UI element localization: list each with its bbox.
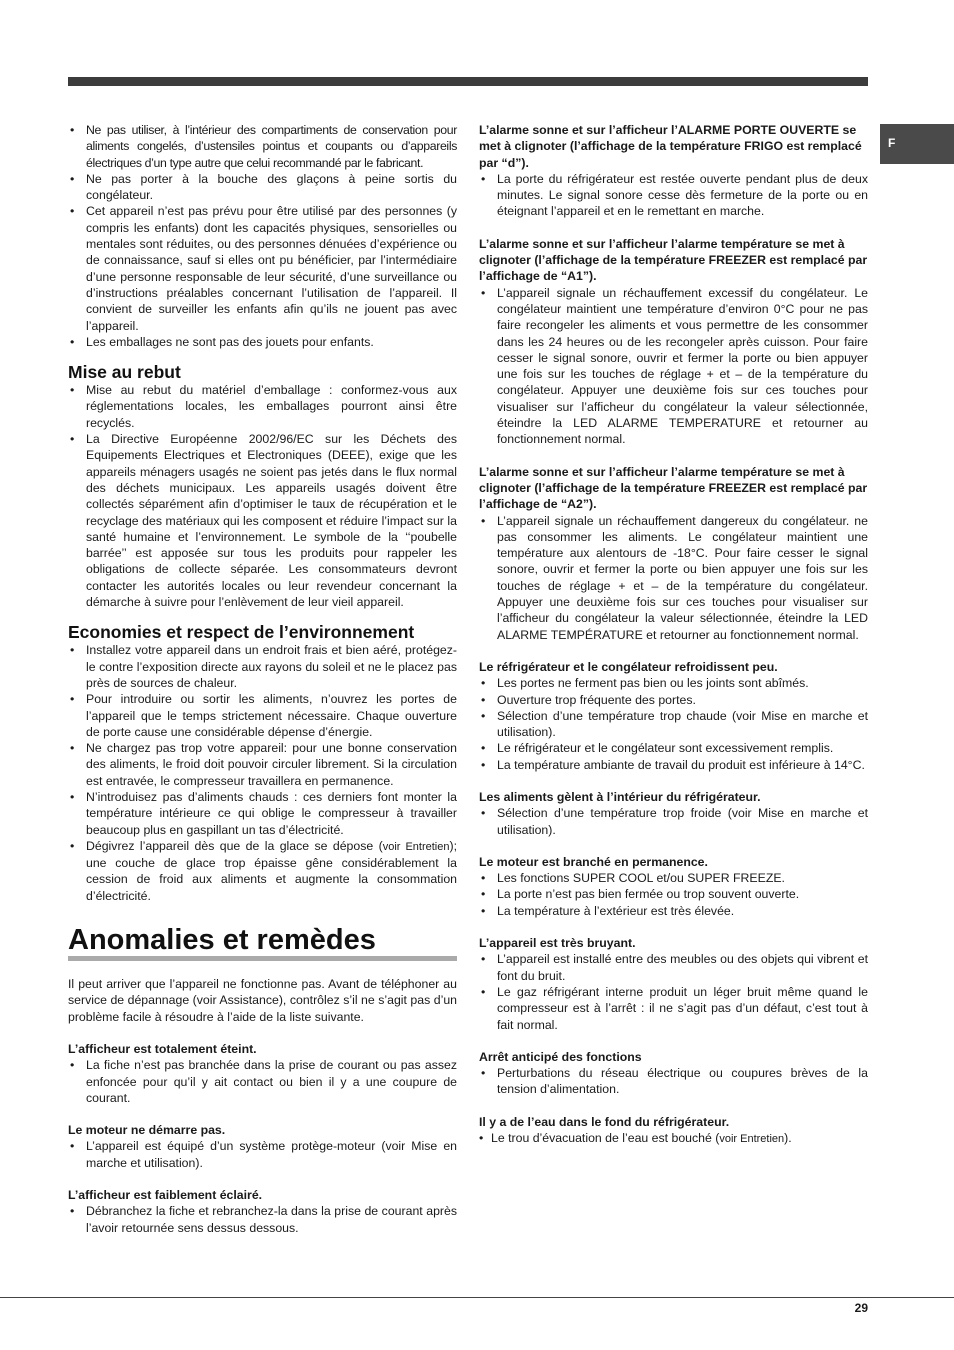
anomalies-intro: Il peut arriver que l’appareil ne fonctionne pas. Avant de téléphoner au service de dépannage (voir Assistance), contrôlez s’il ne s’agit pas d’un problème facile à résoudre à l’aide de la liste suivante. [68, 977, 457, 1024]
section-title: L’afficheur est faiblement éclairé. [68, 1188, 263, 1203]
list-item: • Le gaz réfrigérant interne produit un léger bruit même quand le compresseur est à l’arrêt : il ne s’agit pas d’un défaut, c’est tout à fait normal. [479, 984, 868, 1033]
section-title: Le moteur est branché en permanence. [479, 854, 708, 869]
list-item: • La porte du réfrigérateur est restée ouverte pendant plus de deux minutes. Le signal sonore cesse dès fermeture de la porte ou en éteignant l’appareil et en le remettant en marche. [479, 171, 868, 220]
section-bullets [479, 285, 868, 448]
section-bullets [479, 870, 868, 919]
language-tab-label: F [888, 136, 896, 150]
language-tab [880, 124, 954, 164]
list-item: • L’appareil signale un réchauffement dangereux du congélateur. ne pas consommer les aliments. Le congélateur maintient une température aux alentours de -18°C. Pour faire cesser le signal sonore, ouvrir et fermer la porte ou bien appuyer une fois sur les touches de réglage + et – de la température du congélateur. Appuyer une deuxième fois sur ces touches pour visualiser sur l’afficheur du congélateur la valeur sélectionnée, éteindre la LED ALARME TEMPÉRATURE et retourner au fonctionnement normal. [479, 513, 868, 643]
section-bullets [68, 1203, 457, 1236]
section-bullets [479, 675, 868, 773]
list-item: • Perturbations du réseau électrique ou coupures brèves de la tension d’alimentation. [479, 1065, 868, 1098]
list-item: • Pour introduire ou sortir les aliments, n’ouvrez les portes de l’appareil que le temps strictement nécessaire. Chaque ouverture de porte cause une considérable dépense d’énergie. [68, 691, 457, 740]
section-title: L’afficheur est totalement éteint. [68, 1041, 257, 1056]
economies-heading: Economies et respect de l’environnement [68, 622, 415, 643]
section-bullets [479, 951, 868, 1032]
list-item: • La température ambiante de travail du produit est inférieure à 14°C. [479, 757, 868, 773]
list-item: • Le trou d’évacuation de l’eau est bouché (voir Entretien). [479, 1130, 868, 1147]
section-bullets [479, 805, 868, 838]
list-item: • L’appareil est équipé d’un système protège-moteur (voir Mise en marche et utilisation). [68, 1138, 457, 1171]
list-item: • Le réfrigérateur et le congélateur sont excessivement remplis. [479, 740, 868, 756]
section-title: Il y a de l’eau dans le fond du réfrigérateur. [479, 1114, 730, 1129]
list-item: • La fiche n’est pas branchée dans la prise de courant ou pas assez enfoncée pour qu’il y ait contact ou bien il y a une coupure de courant. [68, 1057, 457, 1106]
list-item: • Sélection d’une température trop froide (voir Mise en marche et utilisation). [479, 805, 868, 838]
list-item: • Installez votre appareil dans un endroit frais et bien aéré, protégez-le contre l’exposition directe aux rayons du soleil et ne le placez pas près de sources de chaleur. [68, 642, 457, 691]
section-title: L’alarme sonne et sur l’afficheur l’alarme température se met à clignoter (l’affichage de la température FREEZER est remplacé par l’affichage de “A2”). [479, 464, 868, 512]
voir-entretien-ref: voir Entretien [719, 1133, 785, 1146]
list-item: • Ne pas porter à la bouche des glaçons à peine sortis du congélateur. [68, 171, 457, 204]
bottom-rule [0, 1297, 954, 1298]
list-item: • Ouverture trop fréquente des portes. [479, 692, 868, 708]
list-item: • Les portes ne ferment pas bien ou les joints sont abîmés. [479, 675, 868, 691]
list-item: • Ne chargez pas trop votre appareil: pour une bonne conservation des aliments, le froid doit pouvoir circuler librement. Si la circulation est entravée, le compresseur travaillera en permanence. [68, 740, 457, 789]
left-column [68, 122, 457, 1236]
voir-entretien-ref: voir Entretien [382, 840, 450, 853]
section-bullets [68, 1138, 457, 1171]
rebut-heading: Mise au rebut [68, 362, 181, 383]
top-rule [68, 77, 868, 86]
section-title: Arrêt anticipé des fonctions [479, 1049, 642, 1064]
list-item: • Ne pas utiliser, à l’intérieur des compartiments de conservation pour aliments congelés, d’ustensiles pointus et coupants ou d’appareils électriques d’un type autre que celui recommandé par le fabricant. [68, 122, 457, 171]
list-item: • Les fonctions SUPER COOL et/ou SUPER FREEZE. [479, 870, 868, 886]
list-item: • Dégivrez l’appareil dès que de la glace se dépose (voir Entretien); une couche de glace trop épaisse gêne considérablement la cession de froid aux aliments et augmente la consommation d’électricité. [68, 838, 457, 904]
section-title: Le réfrigérateur et le congélateur refroidissent peu. [479, 659, 778, 674]
list-item: • La Directive Européenne 2002/96/EC sur les Déchets des Equipements Electriques et Electroniques (DEEE), exige que les appareils ménagers usagés ne soient pas jetés dans le flux normal des déchets municipaux. Les appareils usagés doivent être collectés séparément afin d’optimiser le taux de récupération et le recyclage des matériaux qui les composent et réduire l’impact sur la santé humaine et l’environnement. Le symbole de la ‘‘poubelle barrée’’ est apposée sur tous les produits pour rappeler les obligations de collecte séparée. Les consommateurs devront contacter les autorités locales ou leur revendeur concernant la démarche à suivre pour l’enlèvement de leur vieil appareil. [68, 431, 457, 610]
list-item: • Débranchez la fiche et rebranchez-la dans la prise de courant après l’avoir retournée sens dessus dessous. [68, 1203, 457, 1236]
section-bullets [479, 513, 868, 643]
rebut-bullets [68, 382, 457, 610]
section-title: L’alarme sonne et sur l’afficheur l’ALARME PORTE OUVERTE se met à clignoter (l’affichage de la température FRIGO est remplacé par “d”). [479, 123, 862, 170]
section-bullets [479, 1130, 868, 1147]
section-title: Le moteur ne démarre pas. [68, 1123, 226, 1138]
list-item: • La porte n’est pas bien fermée ou trop souvent ouverte. [479, 886, 868, 902]
list-item: • L’appareil est installé entre des meubles ou des objets qui vibrent et font du bruit. [479, 951, 868, 984]
list-item: • Sélection d’une température trop chaude (voir Mise en marche et utilisation). [479, 708, 868, 741]
right-column [479, 122, 868, 1147]
section-bullets [479, 1065, 868, 1098]
economies-bullets [68, 642, 457, 904]
list-item: • L’appareil signale un réchauffement excessif du congélateur. Le congélateur maintient une température d’environ 0°C pour ne pas faire recongeler les aliments et vous permettre de les consommer dans les 24 heures ou de les recongeler après cuisson. Pour faire cesser le signal sonore, ouvrir et fermer la porte ou bien appuyer une fois sur les touches de réglage + et – de la température du congélateur. Appuyer une deuxième fois sur ces touches pour visualiser sur l’afficheur du congélateur la valeur sélectionnée, éteindre la LED ALARME TEMPERATURE et retourner au fonctionnement normal. [479, 285, 868, 448]
section-title: L’alarme sonne et sur l’afficheur l’alarme température se met à clignoter (l’affichage de la température FREEZER est remplacé par l’affichage de “A1”). [479, 236, 868, 284]
list-item: • N’introduisez pas d’aliments chauds : ces derniers font monter la température intérieure ce qui oblige le compresseur à travailler beaucoup plus en gaspillant un tas d’électricité. [68, 789, 457, 838]
section-bullets [68, 1057, 457, 1106]
list-item: • La température à l’extérieur est très élevée. [479, 903, 868, 919]
list-item: • Cet appareil n’est pas prévu pour être utilisé par des personnes (y compris les enfants) dont les capacités physiques, sensorielles ou mentales sont réduites, ou des personnes dénuées d’expérience ou de connaissance, sauf si elles ont pu bénéficier, par l’intermédiaire d’une personne responsable de leur sécurité, d’une surveillance ou d’instructions préalables concernant l’utilisation de l’appareil. Il convient de surveiller les enfants afin qu’ils ne jouent pas avec l’appareil. [68, 203, 457, 333]
section-bullets [479, 171, 868, 220]
intro-bullets [68, 122, 457, 350]
list-item: • Les emballages ne sont pas des jouets pour enfants. [68, 334, 457, 350]
anomalies-title: Anomalies et remèdes [68, 924, 457, 961]
section-title: L’appareil est très bruyant. [479, 936, 636, 951]
page-number: 29 [854, 1301, 868, 1315]
list-item: • Mise au rebut du matériel d’emballage : conformez-vous aux réglementations locales, les emballages pourront ainsi être recyclés. [68, 382, 457, 431]
section-title: Les aliments gèlent à l’intérieur du réfrigérateur. [479, 789, 761, 804]
